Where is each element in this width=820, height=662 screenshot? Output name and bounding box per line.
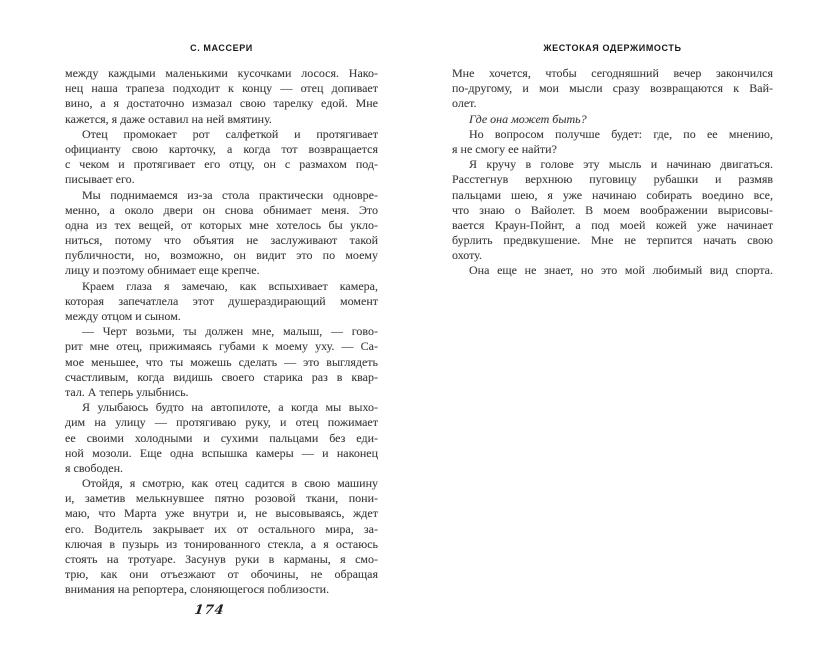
text-line: что знаю о Вайолет. В моем воображении вырисовы-	[452, 202, 773, 217]
text-line: Мне хочется, чтобы сегодняшний вечер закончился	[452, 66, 773, 80]
text-line: Краем глаза я замечаю, как вспыхивает камера,	[82, 278, 378, 293]
text-line: ной мозоли. Еще одна вспышка камеры — и наконец	[65, 445, 378, 460]
text-line: кажется, я даже оставил на ней вмятину.	[65, 111, 272, 126]
text-line: охоту.	[452, 248, 482, 263]
text-line: счастливым, когда видишь своего старика раз в квар-	[65, 369, 378, 384]
left-running-head: С. МАССЕРИ	[190, 43, 253, 53]
text-line: с чеком и протягивает его отцу, он с размахом под-	[65, 157, 378, 172]
text-line: Отойдя, я смотрю, как отец садится в свою машину	[82, 476, 378, 491]
text-line: Она еще не знает, но это мой любимый вид спорта.	[469, 263, 773, 278]
text-line: вино, а я достаточно измазал свою тарелку едой. Мне	[65, 96, 378, 111]
text-line: нец наша трапеза подходит к концу — отец допивает	[65, 81, 378, 96]
right-page-text	[452, 66, 773, 279]
text-line: Но вопросом получше будет: где, по ее мнению,	[469, 126, 773, 141]
text-line: Мы поднимаемся из-за стола практически одновре-	[82, 187, 378, 202]
text-line: внимания на репортера, слоняющегося поблизости.	[65, 582, 330, 597]
text-line: вается Краун-Пойнт, а под моей кожей уже начинает	[452, 217, 773, 232]
text-line: я свободен.	[65, 460, 124, 475]
text-line: рит мне отец, прижимаясь губами к моему уху. — Са-	[65, 339, 378, 354]
text-line: менно, а около двери он снова обнимает меня. Это	[65, 202, 378, 217]
text-line: одна из тех вещей, от которых мне хотелось бы укло-	[65, 217, 378, 232]
text-line: — Черт возьми, ты должен мне, малыш, — гово-	[82, 324, 378, 339]
text-line: и, заметив мелькнувшее пятно розовой ткани, пони-	[65, 491, 378, 506]
text-line: ее своими холодными и сухими пальцами без еди-	[65, 430, 378, 445]
text-line: маю, что Марта уже внутри и, не высовываясь, ждет	[65, 506, 378, 521]
text-line: бурлить предвкушение. Мне не терпится начать свою	[452, 233, 773, 248]
text-line: лицу и поэтому обнимает еще крепче.	[65, 263, 260, 278]
text-line: официанту свою карточку, а когда тот возвращается	[65, 141, 378, 156]
text-line: Расстегнув верхнюю пуговицу рубашки и размяв	[452, 172, 773, 187]
text-line: я не смогу ее найти?	[452, 141, 557, 156]
text-line: ключая в пузырь из тонированного стекла, а я остаюсь	[65, 536, 378, 551]
text-line: его. Водитель закрывает их от остального мира, за-	[65, 521, 378, 536]
text-line: тал. А теперь улыбнись.	[65, 384, 189, 399]
text-line: пальцами шею, я уже начинаю собирать воедино все,	[452, 187, 773, 202]
text-line: по-другому, и мои мысли сразу возвращаются к Вай-	[452, 81, 773, 96]
text-line: публичности, но, возможно, он видит это по моему	[65, 248, 378, 263]
text-line: Я улыбаюсь будто на автопилоте, а когда мы выхо-	[82, 400, 378, 415]
text-line: олет.	[452, 96, 477, 111]
text-line: трю, как они отъезжают от обочины, не обращая	[65, 567, 378, 582]
text-line: стоять на тротуаре. Засунув руки в карманы, я смо-	[65, 552, 378, 566]
text-line: которая запечатлела этот душераздирающий момент	[65, 293, 378, 308]
left-page-number: 174	[193, 603, 226, 618]
text-line: Где она может быть?	[469, 111, 587, 126]
text-line: писывает его.	[65, 172, 135, 187]
left-page-text	[65, 66, 378, 598]
text-line: ниться, потому что объятия не заслуживают такой	[65, 233, 378, 248]
text-line: дим на улицу — протягиваю руку, и отец пожимает	[65, 415, 378, 430]
text-line: между каждыми маленькими кусочками лосося. Нако-	[65, 66, 378, 80]
text-line: Я кручу в голове эту мысль и начинаю двигаться.	[469, 157, 773, 172]
text-line: Отец промокает рот салфеткой и протягивает	[82, 126, 378, 141]
text-line: между отцом и сыном.	[65, 309, 181, 323]
right-running-head: ЖЕСТОКАЯ ОДЕРЖИМОСТЬ	[543, 43, 682, 53]
text-line: мое меньшее, что ты можешь сделать — это выглядеть	[65, 354, 378, 369]
